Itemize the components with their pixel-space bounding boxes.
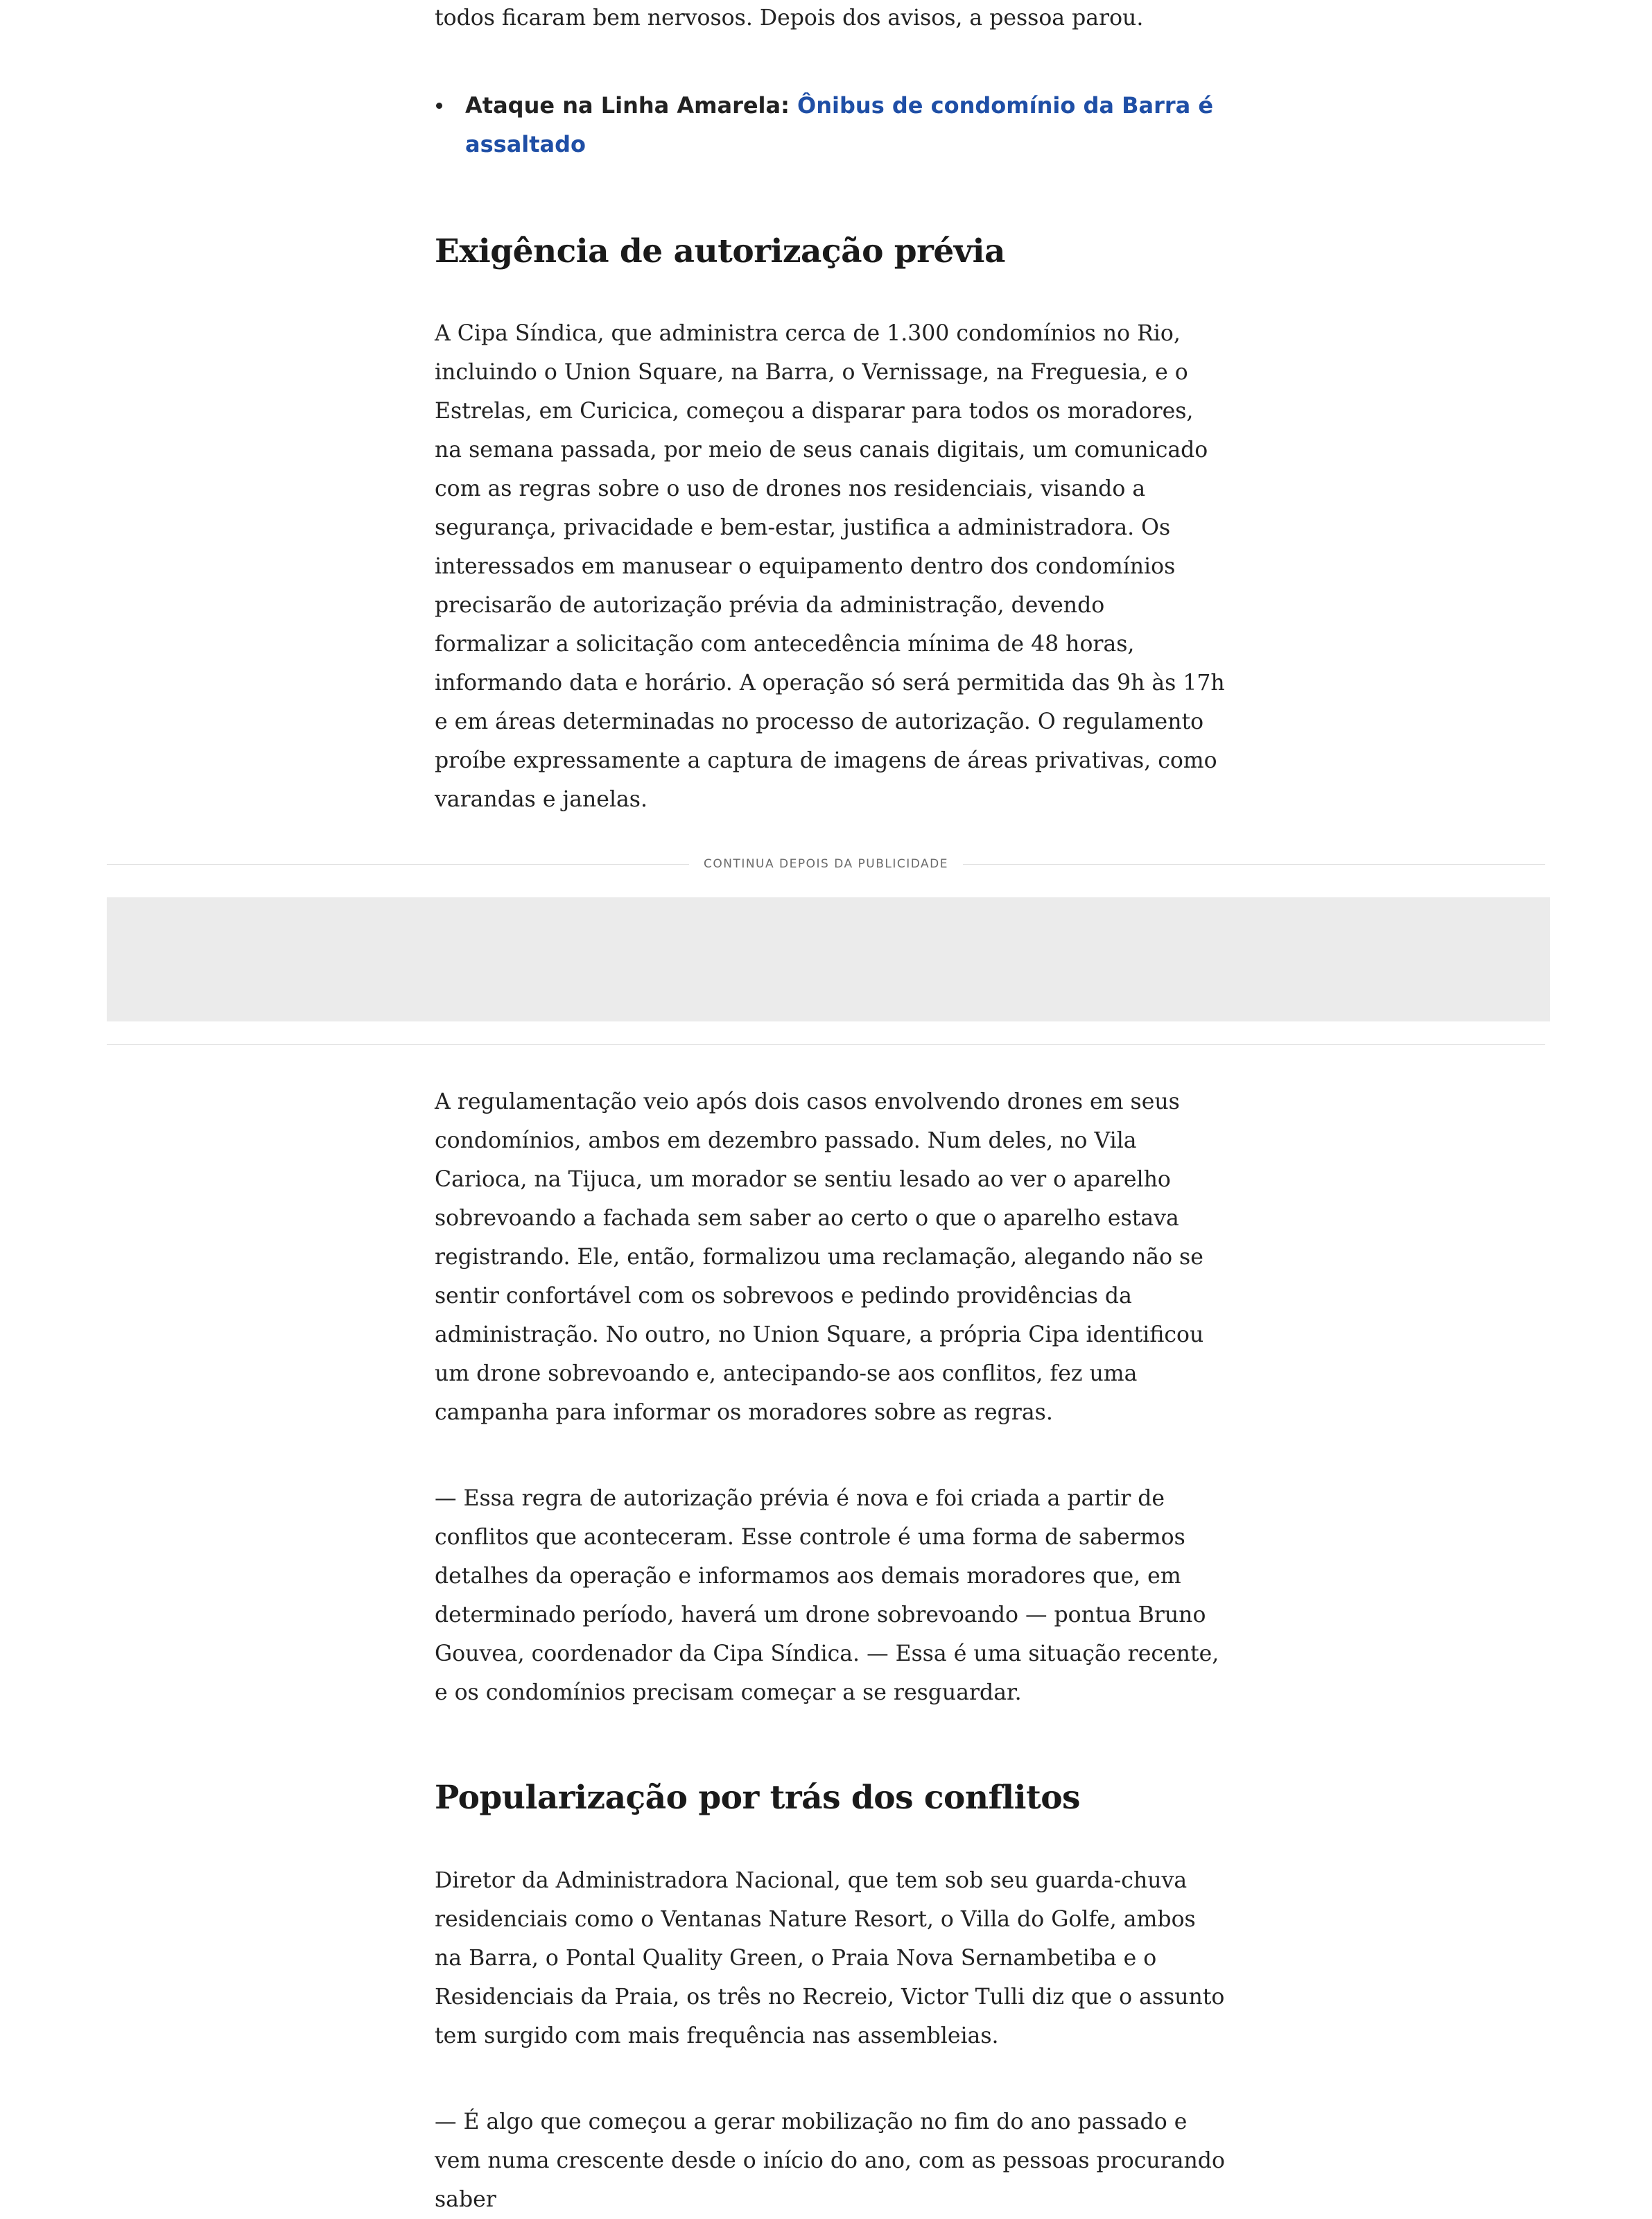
article-paragraph: A regulamentação veio após dois casos envolvendo drones em seus condomínios, ambos em dezembro passado. Num deles, no Vila Carioca, na Tijuca, um morador se sentiu lesado ao ver o aparelho sobrevoando a fachada sem saber ao certo o que o aparelho estava registrando. Ele, então, formalizou uma reclamação, alegando não se sentir confortável com os sobrevoos e pedindo providências da administração. No outro, no Union Square, a própria Cipa identificou um drone sobrevoando e, antecipando-se aos conflitos, fez uma campanha para informar os moradores sobre as regras.	[435, 1089, 1204, 1425]
section-regulamentacao	[435, 1082, 1225, 1432]
section-popularizacao-quote	[435, 2103, 1225, 2219]
section-popularizacao-body	[435, 1861, 1225, 2055]
section-exigencia-body	[435, 314, 1225, 819]
related-label: Ataque na Linha Amarela:	[465, 92, 798, 119]
article-quote-paragraph: — Essa regra de autorização prévia é nova e foi criada a partir de conflitos que aconteceram. Esse controle é uma forma de sabermos detalhes da operação e informamos aos demais moradores que, em determinado período, haverá um drone sobrevoando — pontua Bruno Gouvea, coordenador da Cipa Síndica. — Essa é uma situação recente, e os condomínios precisam começar a se resguardar.	[435, 1486, 1219, 1705]
intro-block	[435, 0, 1225, 37]
section-heading: Popularização por trás dos conflitos	[435, 1779, 1081, 1817]
ad-bottom-divider	[107, 1044, 1545, 1045]
ad-divider-right	[963, 864, 1545, 865]
related-list	[435, 86, 1225, 164]
ad-placeholder[interactable]	[107, 897, 1550, 1021]
bullet-dot-icon	[436, 103, 442, 109]
related-links	[435, 86, 1225, 164]
intro-paragraph: todos ficaram bem nervosos. Depois dos avisos, a pessoa parou.	[435, 6, 1144, 31]
section-quote	[435, 1479, 1225, 1712]
ad-label-row	[107, 854, 1545, 874]
section-heading: Exigência de autorização prévia	[435, 232, 1005, 270]
related-list-item	[435, 86, 1225, 164]
section-popularizacao	[435, 1777, 1225, 1819]
article-paragraph: A Cipa Síndica, que administra cerca de 1.300 condomínios no Rio, incluindo o Union Square, na Barra, o Vernissage, na Freguesia, e o Estrelas, em Curicica, começou a disparar para todos os moradores, na semana passada, por meio de seus canais digitais, um comunicado com as regras sobre o uso de drones nos residenciais, visando a segurança, privacidade e bem-estar, justifica a administradora. Os interessados em manusear o equipamento dentro dos condomínios precisarão de autorização prévia da administração, devendo formalizar a solicitação com antecedência mínima de 48 horas, informando data e horário. A operação só será permitida das 9h às 17h e em áreas determinadas no processo de autorização. O regulamento proíbe expressamente a captura de imagens de áreas privativas, como varandas e janelas.	[435, 321, 1225, 812]
article-quote-paragraph: — É algo que começou a gerar mobilização no fim do ano passado e vem numa crescente desde o início do ano, com as pessoas procurando saber	[435, 2109, 1225, 2212]
related-article-link[interactable]: Ônibus de condomínio da Barra é assaltado	[465, 92, 1214, 157]
article-paragraph: Diretor da Administradora Nacional, que tem sob seu guarda-chuva residenciais como o Ventanas Nature Resort, o Villa do Golfe, ambos na Barra, o Pontal Quality Green, o Praia Nova Sernambetiba e o Residenciais da Praia, os três no Recreio, Victor Tulli diz que o assunto tem surgido com mais frequência nas assembleias.	[435, 1868, 1225, 2048]
section-exigencia	[435, 231, 1225, 273]
ad-label: CONTINUA DEPOIS DA PUBLICIDADE	[703, 857, 949, 871]
